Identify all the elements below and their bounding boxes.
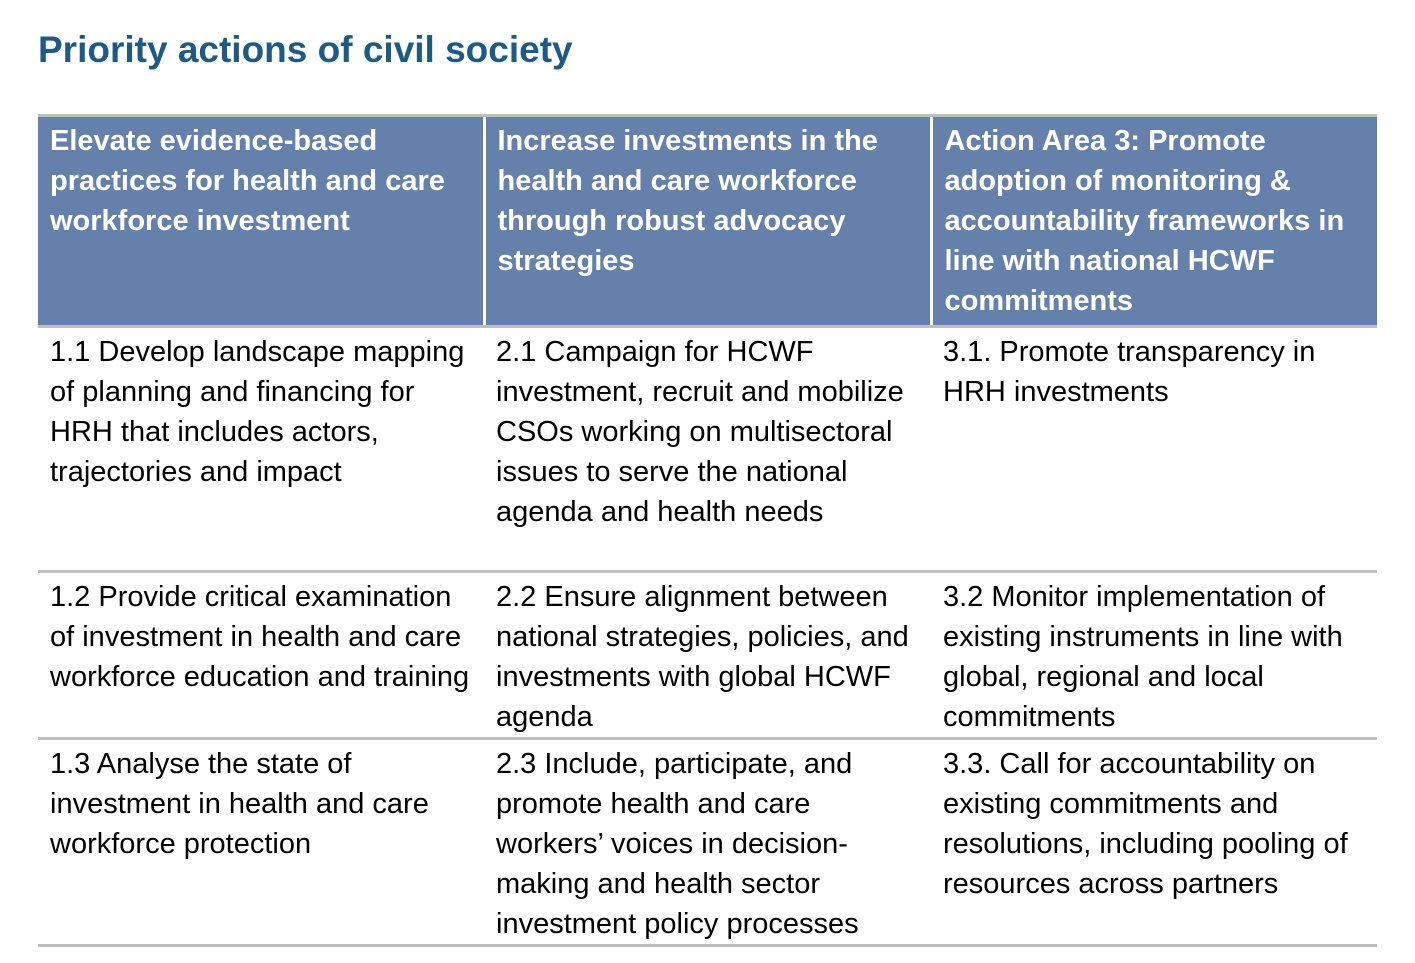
table-header [38, 116, 1377, 327]
table-cell-2-1: 2.1 Campaign for HCWF investment, recruit and mobilize CSOs working on multisectoral issues to serve the national agenda and health needs [484, 327, 931, 572]
table-cell-3-1: 3.1. Promote transparency in HRH investments [931, 327, 1377, 572]
table-row [38, 572, 1377, 739]
table-cell-2-2: 2.2 Ensure alignment between national strategies, policies, and investments with global HCWF agenda [484, 572, 931, 739]
table-cell-2-3: 2.3 Include, participate, and promote health and care workers’ voices in decision-making and health sector investment policy processes [484, 739, 931, 946]
header-action-area-2: Increase investments in the health and care workforce through robust advocacy strategies [484, 116, 931, 327]
priority-actions-table [38, 114, 1377, 947]
header-row [38, 116, 1377, 327]
table-body [38, 327, 1377, 946]
header-action-area-1: Elevate evidence-based practices for health and care workforce investment [38, 116, 484, 327]
table-cell-1-2: 1.2 Provide critical examination of investment in health and care workforce education and training [38, 572, 484, 739]
table-cell-3-2: 3.2 Monitor implementation of existing instruments in line with global, regional and local commitments [931, 572, 1377, 739]
table-cell-1-1: 1.1 Develop landscape mapping of planning and financing for HRH that includes actors, trajectories and impact [38, 327, 484, 572]
page-title: Priority actions of civil society [38, 29, 573, 70]
table-row [38, 739, 1377, 946]
table-cell-1-3: 1.3 Analyse the state of investment in health and care workforce protection [38, 739, 484, 946]
header-action-area-3: Action Area 3: Promote adoption of monitoring & accountability frameworks in line with national HCWF commitments [931, 116, 1377, 327]
table-cell-3-3: 3.3. Call for accountability on existing commitments and resolutions, including pooling of resources across partners [931, 739, 1377, 946]
table-row [38, 327, 1377, 572]
